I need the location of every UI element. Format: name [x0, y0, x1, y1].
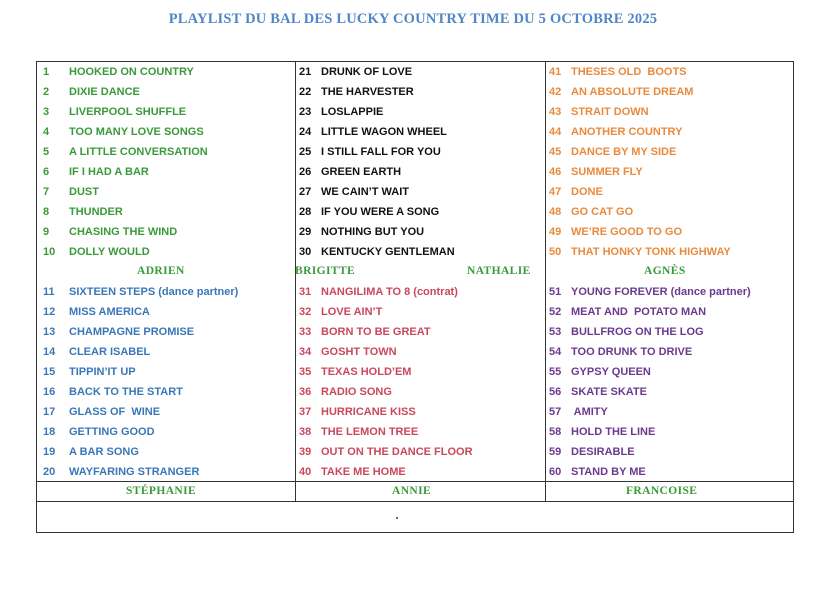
song-number: 39 [299, 446, 312, 458]
song-row [549, 302, 706, 322]
song-number: 8 [43, 206, 50, 218]
song-number: 29 [299, 226, 312, 238]
song-title: I STILL FALL FOR YOU [321, 146, 441, 158]
song-title: DONE [571, 186, 603, 198]
song-row [43, 142, 208, 162]
song-number: 51 [549, 286, 562, 298]
song-row [43, 162, 149, 182]
song-number: 47 [549, 186, 562, 198]
song-row [43, 362, 136, 382]
song-number: 52 [549, 306, 562, 318]
song-number: 55 [549, 366, 562, 378]
song-title: THESES OLD BOOTS [571, 66, 687, 78]
song-number: 30 [299, 246, 312, 258]
song-number: 48 [549, 206, 562, 218]
song-row [299, 382, 392, 402]
song-number: 12 [43, 306, 56, 318]
song-title: THE HARVESTER [321, 86, 414, 98]
song-number: 32 [299, 306, 312, 318]
song-title: SKATE SKATE [571, 386, 647, 398]
song-title: STRAIT DOWN [571, 106, 649, 118]
song-number: 41 [549, 66, 562, 78]
song-number: 9 [43, 226, 50, 238]
song-number: 54 [549, 346, 562, 358]
song-title: TOO DRUNK TO DRIVE [571, 346, 693, 358]
song-title: LITTLE WAGON WHEEL [321, 126, 447, 138]
song-row [43, 422, 155, 442]
song-number: 14 [43, 346, 56, 358]
host-agnes: AGNÈS [644, 265, 686, 277]
song-row [549, 162, 643, 182]
song-title: GO CAT GO [571, 206, 634, 218]
song-title: NOTHING BUT YOU [321, 226, 425, 238]
song-number: 5 [43, 146, 50, 158]
playlist-table [36, 61, 794, 533]
song-row [43, 222, 177, 242]
song-title: THAT HONKY TONK HIGHWAY [571, 246, 731, 258]
song-row [43, 82, 140, 102]
song-number: 23 [299, 106, 312, 118]
song-number: 22 [299, 86, 312, 98]
song-row [43, 382, 183, 402]
song-row [549, 202, 633, 222]
song-title: NANGILIMA TO 8 (contrat) [321, 286, 458, 298]
page-title: PLAYLIST DU BAL DES LUCKY COUNTRY TIME DU 5 OCTOBRE 2025 [168, 11, 658, 27]
song-number: 31 [299, 286, 312, 298]
song-row [549, 142, 676, 162]
song-row [299, 142, 441, 162]
song-title: DESIRABLE [571, 446, 635, 458]
song-number: 6 [43, 166, 50, 178]
song-number: 60 [549, 466, 562, 478]
song-number: 35 [299, 366, 312, 378]
song-row [299, 222, 424, 242]
song-title: BORN TO BE GREAT [321, 326, 431, 338]
song-title: HOOKED ON COUNTRY [69, 66, 194, 78]
song-row [43, 442, 139, 462]
song-number: 53 [549, 326, 562, 338]
song-title: WE CAIN’T WAIT [321, 186, 409, 198]
song-title: HURRICANE KISS [321, 406, 416, 418]
song-number: 19 [43, 446, 56, 458]
song-number: 10 [43, 246, 56, 258]
song-row [549, 182, 603, 202]
song-title: KENTUCKY GENTLEMAN [321, 246, 455, 258]
song-row [549, 382, 647, 402]
song-number: 58 [549, 426, 562, 438]
song-row [43, 242, 150, 262]
song-row [299, 422, 418, 442]
song-row [549, 222, 682, 242]
song-row [549, 82, 693, 102]
song-row [299, 102, 383, 122]
song-number: 43 [549, 106, 562, 118]
song-title: HOLD THE LINE [571, 426, 656, 438]
song-number: 56 [549, 386, 562, 398]
song-row [299, 302, 382, 322]
song-title: IF YOU WERE A SONG [321, 206, 440, 218]
song-number: 24 [299, 126, 312, 138]
song-title: BACK TO THE START [69, 386, 183, 398]
song-row [299, 242, 455, 262]
song-title: BULLFROG ON THE LOG [571, 326, 704, 338]
song-row [549, 322, 704, 342]
song-number: 2 [43, 86, 50, 98]
song-row [549, 342, 692, 362]
song-title: CLEAR ISABEL [69, 346, 151, 358]
song-number: 49 [549, 226, 562, 238]
song-number: 33 [299, 326, 312, 338]
song-row [549, 102, 649, 122]
song-row [299, 442, 473, 462]
host-adrien: ADRIEN [137, 265, 185, 277]
song-number: 20 [43, 466, 56, 478]
song-number: 34 [299, 346, 312, 358]
song-title: LOSLAPPIE [321, 106, 384, 118]
song-row [43, 342, 150, 362]
song-title: DIXIE DANCE [69, 86, 140, 98]
song-row [43, 462, 199, 482]
song-title: GOSHT TOWN [321, 346, 397, 358]
song-number: 16 [43, 386, 56, 398]
song-title: AN ABSOLUTE DREAM [571, 86, 694, 98]
song-title: A LITTLE CONVERSATION [69, 146, 208, 158]
song-row [43, 102, 186, 122]
song-row [299, 202, 439, 222]
song-number: 59 [549, 446, 562, 458]
song-row [43, 62, 194, 82]
song-row [549, 442, 635, 462]
song-title: TIPPIN’IT UP [69, 366, 136, 378]
song-row [43, 122, 204, 142]
row-divider [37, 501, 793, 502]
song-row [549, 62, 687, 82]
song-title: WAYFARING STRANGER [69, 466, 200, 478]
song-number: 42 [549, 86, 562, 98]
song-title: DOLLY WOULD [69, 246, 150, 258]
song-number: 15 [43, 366, 56, 378]
song-title: THE LEMON TREE [321, 426, 419, 438]
song-row [43, 182, 99, 202]
song-number: 18 [43, 426, 56, 438]
song-title: DUST [69, 186, 99, 198]
song-row [549, 402, 608, 422]
song-row [299, 282, 458, 302]
song-row [43, 202, 123, 222]
song-number: 45 [549, 146, 562, 158]
song-row [299, 342, 397, 362]
song-row [299, 362, 411, 382]
host-brigitte: BRIGITTE [295, 265, 356, 277]
song-title: CHASING THE WIND [69, 226, 178, 238]
song-number: 25 [299, 146, 312, 158]
column-divider [295, 62, 296, 502]
song-title: DANCE BY MY SIDE [571, 146, 677, 158]
song-number: 37 [299, 406, 312, 418]
song-row [299, 122, 447, 142]
host-nathalie: NATHALIE [467, 265, 531, 277]
song-title: THUNDER [69, 206, 123, 218]
song-number: 21 [299, 66, 312, 78]
song-row [549, 462, 646, 482]
song-title: DRUNK OF LOVE [321, 66, 413, 78]
song-row [299, 182, 409, 202]
song-row [299, 402, 416, 422]
scan-speck [396, 517, 398, 519]
song-title: MEAT AND POTATO MAN [571, 306, 707, 318]
song-title: IF I HAD A BAR [69, 166, 149, 178]
song-row [549, 122, 682, 142]
song-number: 44 [549, 126, 562, 138]
song-number: 36 [299, 386, 312, 398]
song-title: CHAMPAGNE PROMISE [69, 326, 195, 338]
song-number: 57 [549, 406, 562, 418]
song-title: SUMMER FLY [571, 166, 643, 178]
song-row [299, 322, 431, 342]
song-title: TOO MANY LOVE SONGS [69, 126, 204, 138]
song-title: SIXTEEN STEPS (dance partner) [69, 286, 239, 298]
song-row [549, 422, 655, 442]
song-number: 38 [299, 426, 312, 438]
song-number: 40 [299, 466, 312, 478]
song-number: 4 [43, 126, 50, 138]
song-title: MISS AMERICA [69, 306, 150, 318]
host-stephanie: STÉPHANIE [126, 485, 197, 497]
song-number: 28 [299, 206, 312, 218]
song-number: 26 [299, 166, 312, 178]
host-francoise: FRANCOISE [626, 485, 698, 497]
song-row [43, 402, 160, 422]
song-title: A BAR SONG [69, 446, 139, 458]
song-row [43, 282, 238, 302]
song-row [299, 162, 401, 182]
song-title: GETTING GOOD [69, 426, 155, 438]
song-row [43, 302, 150, 322]
song-row [549, 362, 651, 382]
song-title: GREEN EARTH [321, 166, 402, 178]
song-number: 7 [43, 186, 50, 198]
song-number: 11 [43, 286, 55, 298]
song-title: ANOTHER COUNTRY [571, 126, 683, 138]
song-row [43, 322, 194, 342]
song-number: 3 [43, 106, 50, 118]
song-number: 1 [43, 66, 50, 78]
song-row [299, 462, 406, 482]
song-number: 13 [43, 326, 56, 338]
song-title: GYPSY QUEEN [571, 366, 651, 378]
song-title: WE’RE GOOD TO GO [571, 226, 683, 238]
column-divider [545, 62, 546, 502]
song-title: LIVERPOOL SHUFFLE [69, 106, 187, 118]
host-annie: ANNIE [392, 485, 432, 497]
song-row [299, 82, 414, 102]
song-number: 27 [299, 186, 312, 198]
song-row [549, 242, 731, 262]
song-title: TAKE ME HOME [321, 466, 406, 478]
song-title: LOVE AIN’T [321, 306, 383, 318]
song-title: GLASS OF WINE [69, 406, 161, 418]
song-row [549, 282, 751, 302]
song-title: STAND BY ME [571, 466, 646, 478]
song-title: TEXAS HOLD’EM [321, 366, 412, 378]
song-title: YOUNG FOREVER (dance partner) [571, 286, 751, 298]
song-title: RADIO SONG [321, 386, 392, 398]
song-number: 17 [43, 406, 56, 418]
song-title: AMITY [571, 406, 608, 418]
song-title: OUT ON THE DANCE FLOOR [321, 446, 473, 458]
song-row [299, 62, 412, 82]
song-number: 50 [549, 246, 562, 258]
song-number: 46 [549, 166, 562, 178]
